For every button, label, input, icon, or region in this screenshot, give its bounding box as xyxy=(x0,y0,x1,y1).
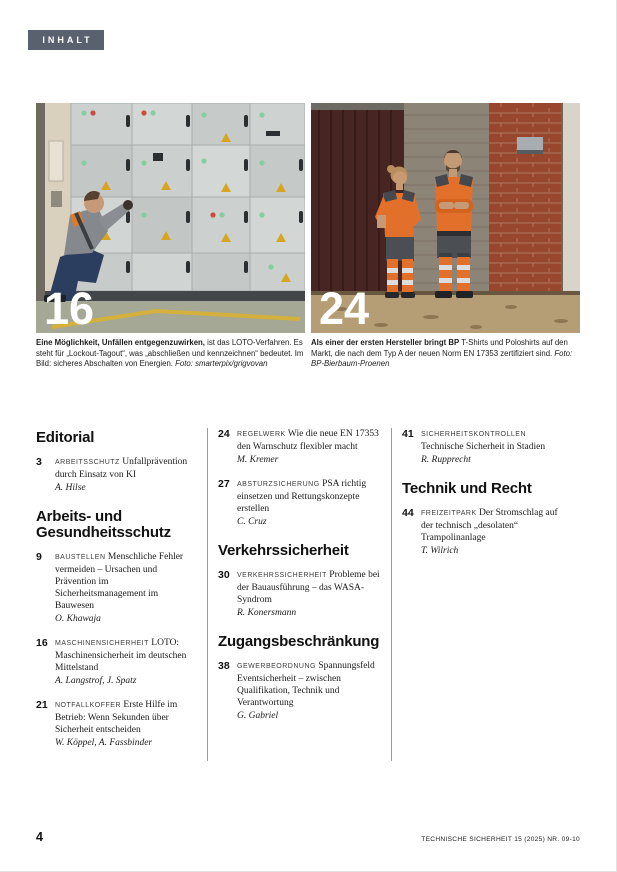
toc-entry-body xyxy=(55,551,197,625)
toc-entry-authors: W. Köppel, A. Fassbinder xyxy=(55,738,153,748)
toc-entry-page: 3 xyxy=(36,456,42,468)
toc-entry-kicker: MASCHINENSICHERHEIT xyxy=(55,640,149,647)
toc-entry xyxy=(402,507,570,557)
toc-entry-body xyxy=(237,478,381,528)
toc-entry-kicker: VERKEHRSSICHERHEIT xyxy=(237,572,327,579)
journal-issue-line: TECHNISCHE SICHERHEIT 15 (2025) NR. 09-10 xyxy=(421,836,580,843)
toc-entry-title: PSA richtig einsetzen und Rettungskonzepte erstellen xyxy=(237,479,367,514)
toc-entry-page: 41 xyxy=(402,428,414,440)
caption-text: T-Shirts und Poloshirts auf den Markt, die nach dem Typ A der neuen Norm EN 17353 zertifiziert sind. xyxy=(311,338,568,358)
toc-section-heading: Editorial xyxy=(36,429,95,446)
photo-caption-right xyxy=(311,338,580,370)
toc-entry-body xyxy=(55,456,197,494)
caption-text: ist das LOTO-Verfahren. Es steht für „Lockout-Tagout“, was „abschließen und kennzeichnen“ bedeutet. Im Bild: sicheres Abschalten von Energien. xyxy=(36,338,304,368)
toc-entry-title: Der Stromschlag auf der technisch „desolaten“ Trampolinanlage xyxy=(421,508,558,543)
folio-page-number: 4 xyxy=(36,830,43,844)
toc-entry-authors: O. Khawaja xyxy=(55,614,101,624)
caption-credit: Foto: smarterpix/grigvovan xyxy=(175,359,268,368)
toc-entry xyxy=(36,637,197,687)
toc-entry-kicker: FREIZEITPARK xyxy=(421,510,477,517)
toc-entry-page: 38 xyxy=(218,660,230,672)
toc-entry-page: 27 xyxy=(218,478,230,490)
toc-entry-kicker: GEWERBEORDNUNG xyxy=(237,663,316,670)
toc-entry-body xyxy=(421,428,570,466)
wall-lamp xyxy=(517,137,543,154)
toc-entry-title: Unfallprävention durch Einsatz von KI xyxy=(55,457,188,480)
toc-entry xyxy=(218,428,381,466)
toc-entry-body xyxy=(237,428,381,466)
caption-lead: Eine Möglichkeit, Unfällen entgegenzuwirken, xyxy=(36,338,205,347)
toc-entry-title: Probleme bei der Bauausführung – das WASA-Syndrom xyxy=(237,570,380,605)
toc-entry xyxy=(36,551,197,625)
toc-entry xyxy=(36,456,197,494)
toc-entry-page: 30 xyxy=(218,569,230,581)
toc-entry xyxy=(218,569,381,619)
toc-entry-page: 21 xyxy=(36,699,48,711)
toc-entry-title: Menschliche Fehler vermeiden – Ursachen und Prävention im Sicherheitsmanagement im Bauwesen xyxy=(55,552,184,611)
photo-page-number: 24 xyxy=(319,283,370,333)
inhalt-tab: INHALT xyxy=(28,30,104,50)
toc-entry-kicker: ABSTURZSICHERUNG xyxy=(237,481,320,488)
caption-lead: Als einer der ersten Hersteller bringt BP xyxy=(311,338,460,347)
toc-entry xyxy=(218,660,381,722)
toc-entry-authors: C. Cruz xyxy=(237,517,267,527)
toc-entry-page: 16 xyxy=(36,637,48,649)
photo-caption-left xyxy=(36,338,305,370)
toc-entry-authors: A. Langstrof, J. Spatz xyxy=(55,676,137,686)
toc-section-heading: Verkehrssicherheit xyxy=(218,542,349,559)
feature-photo-hivis xyxy=(311,103,580,333)
toc-entry-body xyxy=(421,507,570,557)
toc-section-heading: Arbeits- und Gesundheitsschutz xyxy=(36,508,171,541)
toc-entry-title: LOTO: Maschinensicherheit im deutschen Mittelstand xyxy=(55,638,187,673)
toc-entry-authors: G. Gabriel xyxy=(237,711,279,721)
toc-entry-body xyxy=(55,637,197,687)
toc-entry-title: Wie die neue EN 17353 den Warnschutz flexibler macht xyxy=(237,429,379,452)
toc-entry-title: Spannungsfeld Eventsicherheit – zwischen Qualifikation, Technik und Verantwortung xyxy=(237,661,375,708)
toc-entry-kicker: NOTFALLKOFFER xyxy=(55,702,122,709)
toc-entry xyxy=(218,478,381,528)
feature-photos xyxy=(36,103,580,333)
toc-entry-authors: M. Kremer xyxy=(237,455,279,465)
photo-page-number: 16 xyxy=(44,283,95,333)
toc-section-heading: Zugangsbeschränkung xyxy=(218,633,380,650)
toc-entry-kicker: ARBEITSSCHUTZ xyxy=(55,459,120,466)
toc-entry-kicker: BAUSTELLEN xyxy=(55,554,106,561)
toc-entry-authors: R. Rupprecht xyxy=(421,455,471,465)
table-of-contents xyxy=(36,428,580,761)
photo-captions xyxy=(36,338,580,370)
toc-column-2 xyxy=(207,428,391,761)
toc-column-1 xyxy=(36,428,207,761)
page-footer xyxy=(36,830,580,844)
toc-entry xyxy=(402,428,570,466)
toc-entry-page: 9 xyxy=(36,551,42,563)
toc-entry-kicker: SICHERHEITSKONTROLLEN xyxy=(421,431,527,438)
toc-entry-body xyxy=(237,660,381,722)
toc-entry xyxy=(36,699,197,749)
caption-credit: Foto: BP-Bierbaum-Proenen xyxy=(311,348,573,368)
toc-entry-page: 24 xyxy=(218,428,230,440)
toc-entry-page: 44 xyxy=(402,507,414,519)
toc-entry-body xyxy=(237,569,381,619)
toc-column-3 xyxy=(391,428,580,761)
feature-photo-loto xyxy=(36,103,305,333)
toc-entry-authors: T. Wilrich xyxy=(421,546,459,556)
toc-entry-kicker: REGELWERK xyxy=(237,431,286,438)
toc-entry-authors: R. Konersmann xyxy=(237,608,297,618)
toc-entry-body xyxy=(55,699,197,749)
toc-entry-title: Erste Hilfe im Betrieb: Wenn Sekunden über Sicherheit entscheiden xyxy=(55,700,178,735)
toc-section-heading: Technik und Recht xyxy=(402,480,532,497)
toc-entry-authors: A. Hilse xyxy=(55,483,86,493)
toc-entry-title: Technische Sicherheit in Stadien xyxy=(421,442,546,452)
